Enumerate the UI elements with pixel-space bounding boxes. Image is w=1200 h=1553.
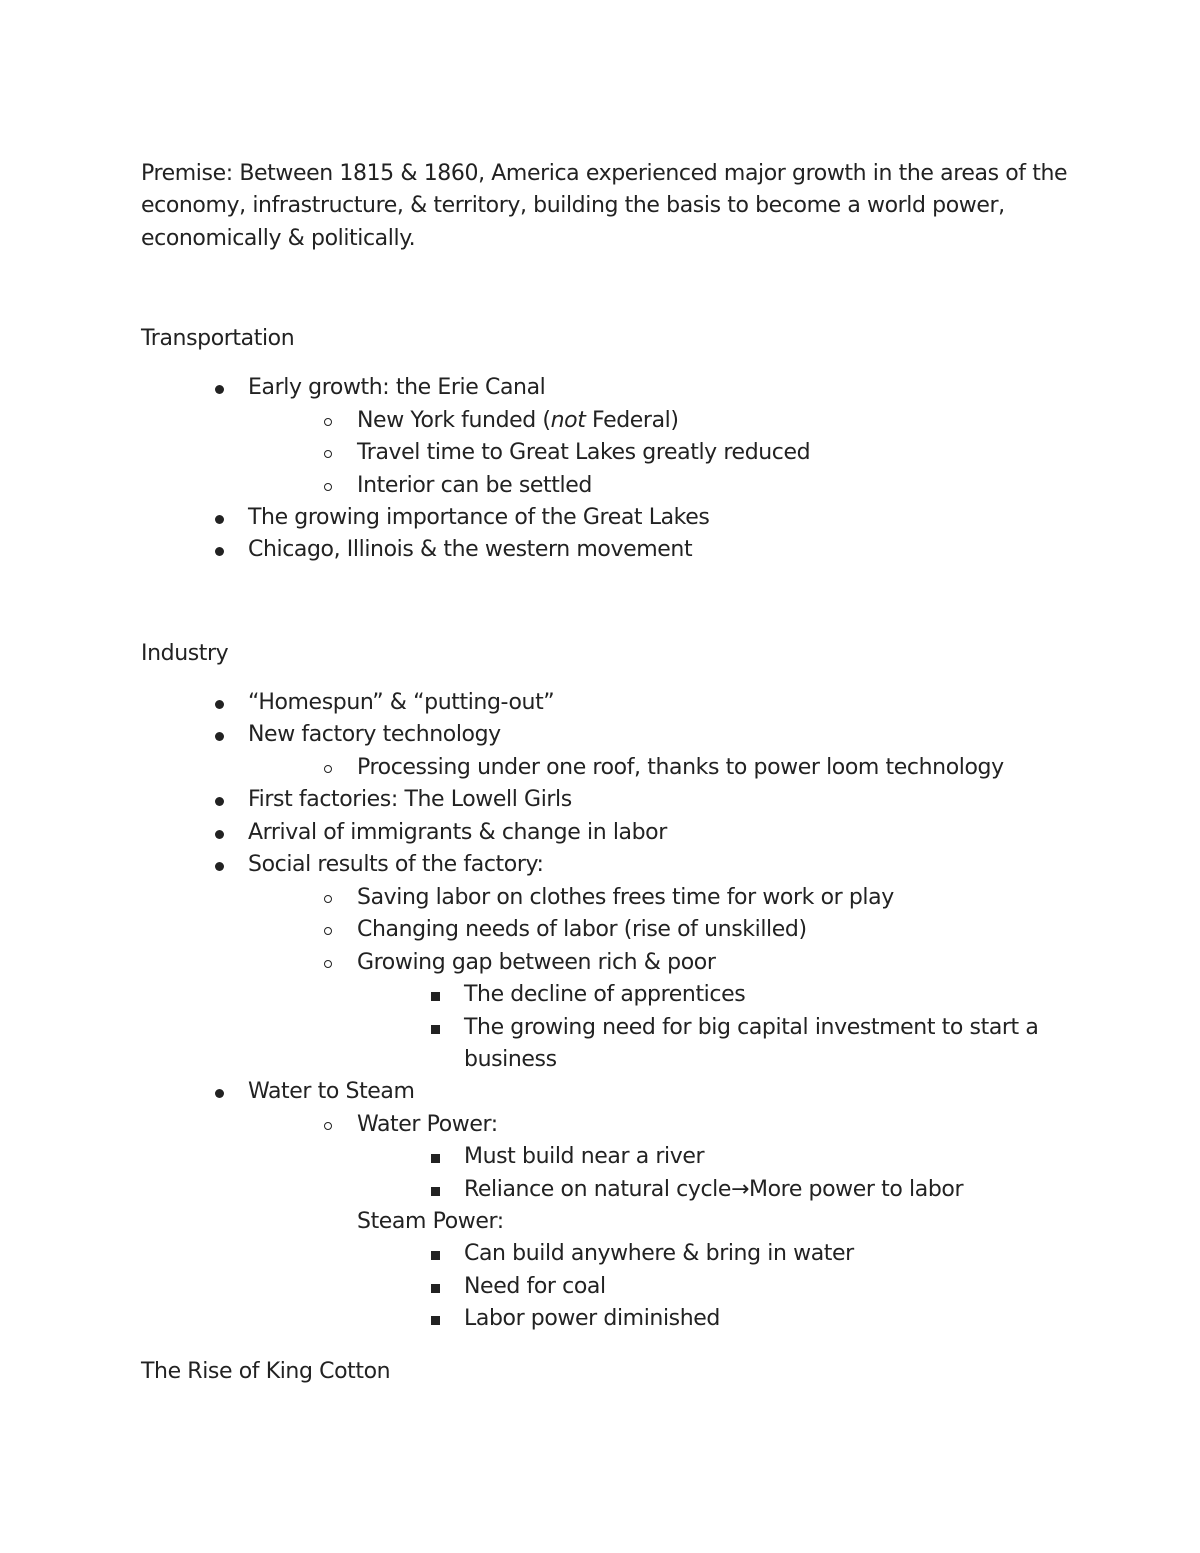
list-item: Social results of the factory: — [248, 852, 544, 877]
premise-line-1: Premise: Between 1815 & 1860, America experienced major growth in the areas of the — [141, 161, 1068, 186]
king-cotton-heading: The Rise of King Cotton — [141, 1359, 391, 1384]
list-item: Changing needs of labor (rise of unskilled) — [357, 917, 807, 942]
list-item: New factory technology — [248, 722, 501, 747]
bullet-square-icon — [431, 1284, 440, 1293]
list-item: The growing importance of the Great Lakes — [248, 505, 710, 530]
bullet-disc-icon — [215, 797, 224, 806]
premise-line-3: economically & politically. — [141, 226, 416, 251]
list-item: Reliance on natural cycle→More power to labor — [464, 1177, 964, 1202]
list-item: New York funded (not Federal) — [357, 408, 679, 433]
list-item: The decline of apprentices — [464, 982, 746, 1007]
bullet-disc-icon — [215, 700, 224, 709]
list-item: Saving labor on clothes frees time for work or play — [357, 885, 894, 910]
bullet-circle-icon — [324, 1122, 332, 1130]
bullet-circle-icon — [324, 927, 332, 935]
bullet-disc-icon — [215, 547, 224, 556]
bullet-circle-icon — [324, 483, 332, 491]
bullet-disc-icon — [215, 515, 224, 524]
bullet-disc-icon — [215, 732, 224, 741]
list-item: Can build anywhere & bring in water — [464, 1241, 854, 1266]
bullet-disc-icon — [215, 385, 224, 394]
bullet-square-icon — [431, 992, 440, 1001]
list-item: Need for coal — [464, 1274, 606, 1299]
list-item: Interior can be settled — [357, 473, 592, 498]
list-item: Labor power diminished — [464, 1306, 720, 1331]
bullet-square-icon — [431, 1025, 440, 1034]
bullet-disc-icon — [215, 1089, 224, 1098]
bullet-circle-icon — [324, 418, 332, 426]
premise-line-2: economy, infrastructure, & territory, building the basis to become a world power, — [141, 193, 1005, 218]
list-item: Chicago, Illinois & the western movement — [248, 537, 693, 562]
list-item: Must build near a river — [464, 1144, 705, 1169]
list-item: “Homespun” & “putting-out” — [248, 690, 555, 715]
bullet-square-icon — [431, 1251, 440, 1260]
list-item: Growing gap between rich & poor — [357, 950, 716, 975]
industry-heading: Industry — [141, 641, 229, 666]
list-item: First factories: The Lowell Girls — [248, 787, 572, 812]
list-item: Arrival of immigrants & change in labor — [248, 820, 667, 845]
bullet-square-icon — [431, 1154, 440, 1163]
bullet-disc-icon — [215, 862, 224, 871]
list-item: Steam Power: — [357, 1209, 504, 1234]
bullet-square-icon — [431, 1316, 440, 1325]
list-item: Processing under one roof, thanks to power loom technology — [357, 755, 1004, 780]
transportation-heading: Transportation — [141, 326, 295, 351]
bullet-circle-icon — [324, 765, 332, 773]
bullet-circle-icon — [324, 960, 332, 968]
bullet-circle-icon — [324, 895, 332, 903]
list-item-continuation: business — [464, 1047, 557, 1072]
list-item: Early growth: the Erie Canal — [248, 375, 546, 400]
list-item: Water to Steam — [248, 1079, 415, 1104]
list-item: The growing need for big capital investment to start a — [464, 1015, 1039, 1040]
bullet-circle-icon — [324, 450, 332, 458]
bullet-disc-icon — [215, 830, 224, 839]
bullet-square-icon — [431, 1187, 440, 1196]
list-item: Water Power: — [357, 1112, 498, 1137]
list-item: Travel time to Great Lakes greatly reduced — [357, 440, 811, 465]
